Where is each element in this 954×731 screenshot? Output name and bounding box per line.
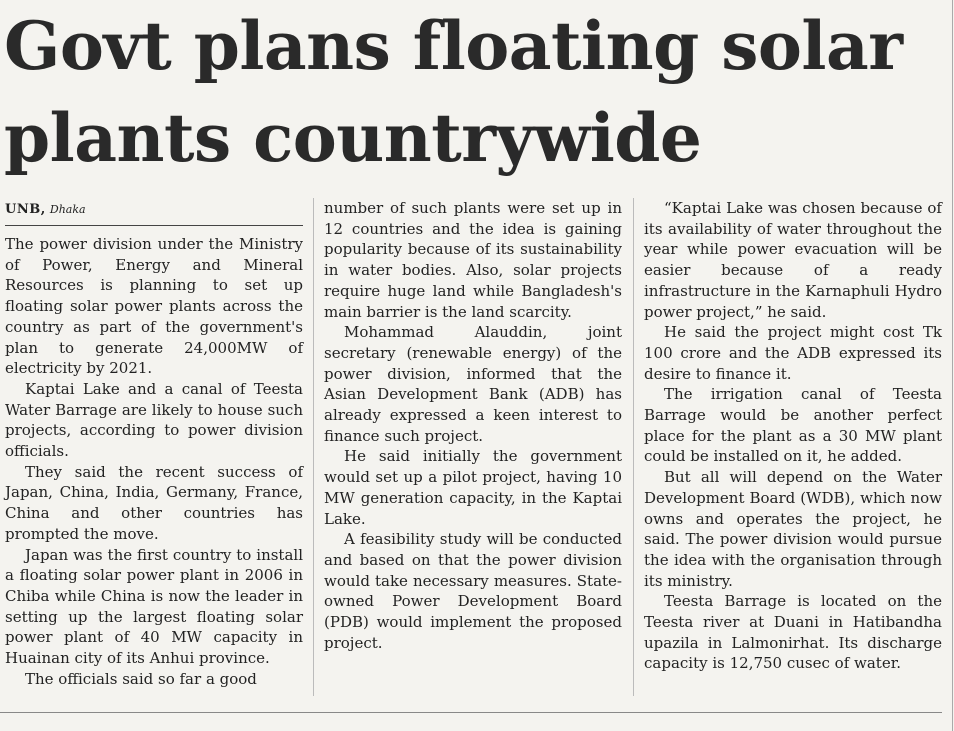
paragraph: The power division under the Ministry of Power, Energy and Mineral Resources is planning to set up floating solar power plants across the country as part of the government's plan to generate 24,000MW of electricity by 2021. bbox=[5, 235, 303, 378]
headline-line-1: Govt plans floating solar bbox=[4, 7, 903, 85]
paragraph: Japan was the first country to install a floating solar power plant in 2006 in Chiba while China is now the leader in setting up the largest floating solar power plant of 40 MW capacity in Huainan city of its Anhui province. bbox=[5, 545, 303, 668]
byline-divider bbox=[5, 225, 303, 226]
byline bbox=[5, 201, 301, 219]
paragraph: He said initially the government would set up a pilot project, having 10 MW generation capacity, in the Kaptai Lake. bbox=[324, 447, 622, 528]
paragraph: The irrigation canal of Teesta Barrage would be another perfect place for the plant as a 30 MW plant could be installed on it, he added. bbox=[644, 385, 942, 466]
column-divider bbox=[633, 198, 634, 696]
paragraph: A feasibility study will be conducted and based on that the power division would take necessary measures. State-owned Power Development Board (PDB) would implement the proposed project. bbox=[324, 530, 622, 652]
column-divider bbox=[313, 198, 314, 696]
byline-agency: UNB, bbox=[5, 202, 46, 217]
page-edge-divider bbox=[952, 0, 953, 731]
paragraph: “Kaptai Lake was chosen because of its availability of water throughout the year while power evacuation will be easier because of a ready infrastructure in the Karnaphuli Hydro power project,” he said. bbox=[644, 199, 942, 321]
paragraph: They said the recent success of Japan, China, India, Germany, France, China and other countries has prompted the move. bbox=[5, 462, 303, 543]
paragraph: But all will depend on the Water Development Board (WDB), which now owns and operates the project, he said. The power division would pursue the idea with the organisation through its ministry. bbox=[644, 468, 942, 590]
paragraph: Teesta Barrage is located on the Teesta river at Duani in Hatibandha upazila in Lalmonirhat. Its discharge capacity is 12,750 cusec of water. bbox=[644, 592, 942, 673]
headline bbox=[4, 0, 903, 184]
article-column-3 bbox=[644, 198, 942, 674]
paragraph: The officials said so far a good bbox=[25, 669, 257, 688]
byline-dateline: Dhaka bbox=[49, 203, 86, 216]
article-column-1 bbox=[5, 234, 303, 689]
paragraph: number of such plants were set up in 12 countries and the idea is gaining popularity because of its sustainability in water bodies. Also, solar projects require huge land while Bangladesh's main barrier is the land scarcity. bbox=[324, 199, 622, 321]
paragraph: He said the project might cost Tk 100 crore and the ADB expressed its desire to finance it. bbox=[644, 323, 942, 383]
headline-line-2: plants countrywide bbox=[4, 99, 702, 177]
bottom-divider bbox=[0, 712, 942, 713]
paragraph: Kaptai Lake and a canal of Teesta Water Barrage are likely to house such projects, according to power division officials. bbox=[5, 379, 303, 461]
paragraph: Mohammad Alauddin, joint secretary (renewable energy) of the power division, informed that the Asian Development Bank (ADB) has already expressed a keen interest to finance such project. bbox=[324, 323, 622, 445]
article-column-2 bbox=[324, 198, 622, 653]
